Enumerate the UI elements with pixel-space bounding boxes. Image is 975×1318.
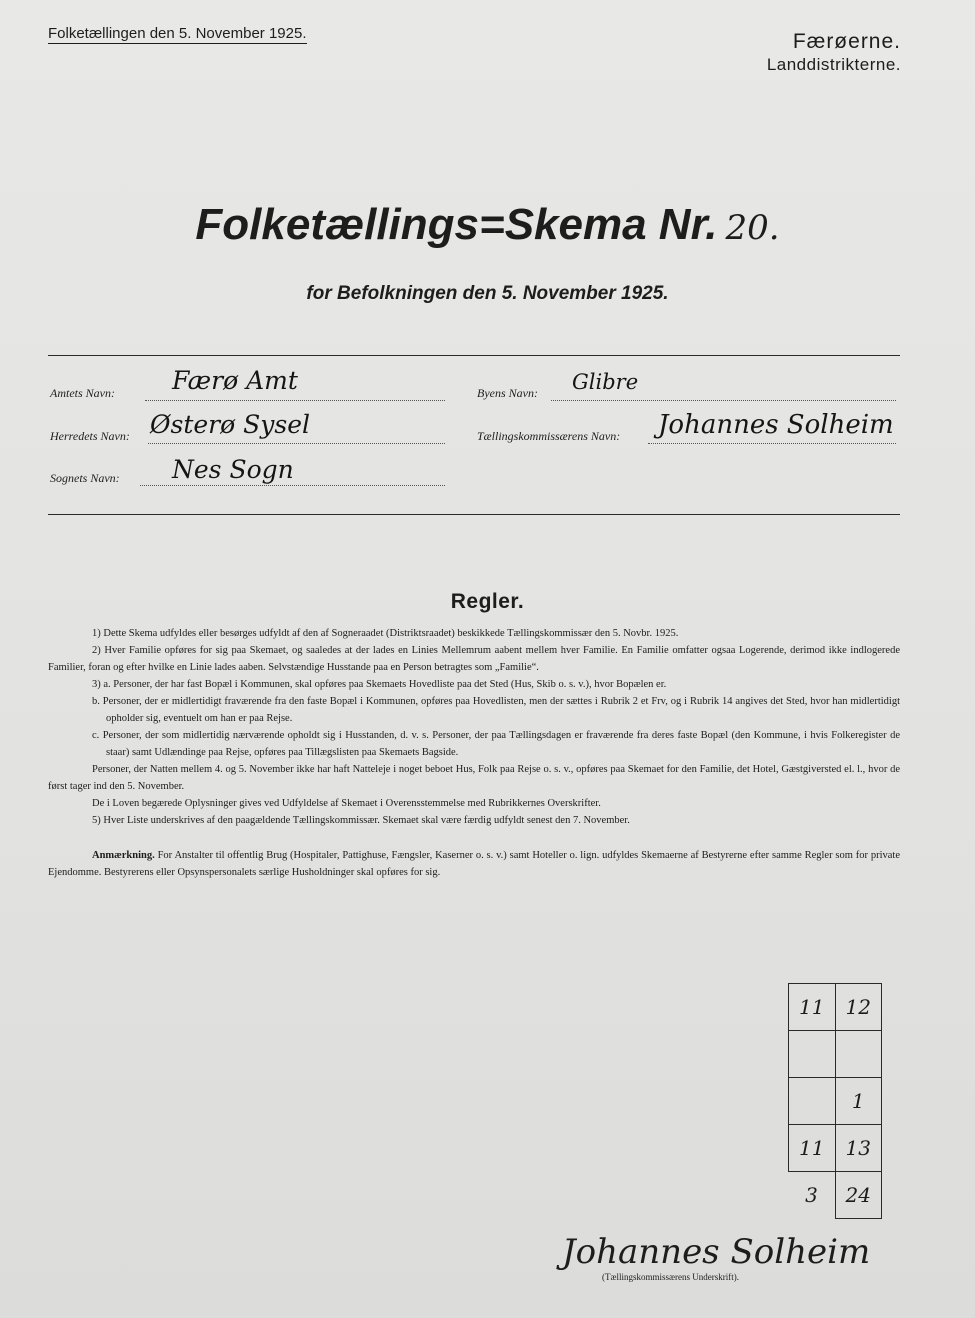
kommissaer-value: Johannes Solheim — [658, 410, 894, 440]
rules-text — [48, 625, 900, 881]
remark-text: For Anstalter til offentlig Brug (Hospitaler, Pattighuse, Fængsler, Kaserner o. s. v.) samt Hoteller o. lign. udfyldes Skemaerne af Bestyrerne efter samme Regler som for private Ejendomme. Bestyrerens eller Opsynspersonalets særlige Husholdninger skal opføres for sig. — [48, 850, 901, 878]
rule-5: 5) Hver Liste underskrives af den paagældende Tællingskommissær. Skemaet skal være færdig udfyldt senest den 7. November. — [92, 815, 630, 826]
tally-cell: 11 — [789, 984, 836, 1031]
commissioner-signature: Johannes Solheim — [562, 1232, 871, 1272]
amt-label: Amtets Navn: — [50, 386, 115, 400]
remark — [48, 847, 900, 881]
tally-cell: 24 — [835, 1172, 882, 1219]
tally-cell: 3 — [789, 1172, 836, 1219]
rule-3a: 3) a. Personer, der har fast Bopæl i Kommunen, skal opføres paa Skemaets Hovedliste paa det Sted (Hus, Skib o. s. v.), hvor Bopælen er. — [92, 679, 667, 690]
tally-cell — [789, 1078, 836, 1125]
sogn-label: Sognets Navn: — [50, 471, 120, 485]
signature-caption: (Tællingskommissærens Underskrift). — [602, 1272, 739, 1282]
rule-3d: Personer, der Natten mellem 4. og 5. November ikke har haft Natteleje i noget beboet Hus, Folk paa Rejse o. s. v., opføres paa Skemaet for den Familie, det Hotel, Gæstgiversted el. l., hvor de først tager ind den 5. November. — [48, 764, 900, 792]
remark-label: Anmærkning. — [92, 850, 155, 861]
amt-value: Færø Amt — [172, 366, 298, 395]
district-name: Landdistrikterne. — [766, 55, 901, 74]
form-number-handwritten: 20. — [725, 208, 780, 248]
rule-3b: b. Personer, der er midlertidigt fraværende fra den faste Bopæl i Kommunen, opføres paa Hovedlisten, men der sættes i Rubrik 2 et Frv, og i Rubrik 14 angives det Sted, hvor han midlertidigt opholder sig, eventuelt om han er paa Rejse. — [92, 696, 900, 724]
kommissaer-line — [648, 443, 896, 444]
region-name: Færøerne. — [792, 30, 901, 53]
tally-cell: 11 — [789, 1125, 836, 1172]
rule-3c: c. Personer, der som midlertidig nærværende opholdt sig i Husstanden, d. v. s. Personer, der paa Tællingsdagen er fraværende fra deres faste Bopæl (den Kommune, i hvis Folkeregister de staar) samt Udlændinge paa Rejse, opføres paa Tillægslisten paa Skemaets Bagside. — [92, 730, 900, 758]
tally-cell — [789, 1031, 836, 1078]
divider-top — [48, 355, 900, 356]
tally-row — [789, 1125, 882, 1172]
tally-cell: 13 — [835, 1125, 882, 1172]
rule-4: De i Loven begærede Oplysninger gives ved Udfyldelse af Skemaet i Overensstemmelse med Rubrikkernes Overskrifter. — [92, 798, 601, 809]
by-value: Glibre — [572, 370, 639, 394]
rule-2: 2) Hver Familie opføres for sig paa Skemaet, og saaledes at der lades en Linies Mellemrum aabent mellem hver Familie. En Familie omfatter ogsaa Logerende, derimod ikke indlogerede Familier, foran og efter hvilke en Linie lades aaben. Selvstændige Husstande paa en Person betragtes som „Familie“. — [48, 645, 900, 673]
sogn-value: Nes Sogn — [172, 455, 294, 484]
amt-line — [145, 400, 445, 401]
form-title — [0, 200, 975, 250]
tally-cell — [835, 1031, 882, 1078]
form-subtitle: for Befolkningen den 5. November 1925. — [306, 283, 669, 304]
tally-row — [789, 1031, 882, 1078]
rule-1: 1) Dette Skema udfyldes eller besørges udfyldt af den af Sogneraadet (Distriktsraadet) beskikkede Tællingskommissær den 5. Novbr. 1925. — [92, 628, 679, 639]
kommissaer-label: Tællingskommissærens Navn: — [477, 429, 621, 443]
herred-label: Herredets Navn: — [50, 429, 130, 443]
census-date-header: Folketællingen den 5. November 1925. — [48, 25, 307, 42]
region-header — [767, 30, 901, 75]
tally-cell: 12 — [835, 984, 882, 1031]
tally-cell: 1 — [835, 1078, 882, 1125]
by-label: Byens Navn: — [477, 386, 538, 400]
tally-table — [788, 983, 882, 1219]
tally-box — [788, 983, 882, 1217]
by-line — [551, 400, 896, 401]
tally-row — [789, 984, 882, 1031]
sogn-line — [140, 485, 445, 486]
divider-bottom — [48, 514, 900, 515]
rules-heading: Regler. — [450, 590, 525, 613]
form-title-text: Folketællings=Skema Nr. — [195, 200, 718, 249]
tally-row — [789, 1078, 882, 1125]
herred-line — [148, 443, 445, 444]
tally-row — [789, 1172, 882, 1219]
herred-value: Østerø Sysel — [150, 410, 310, 439]
